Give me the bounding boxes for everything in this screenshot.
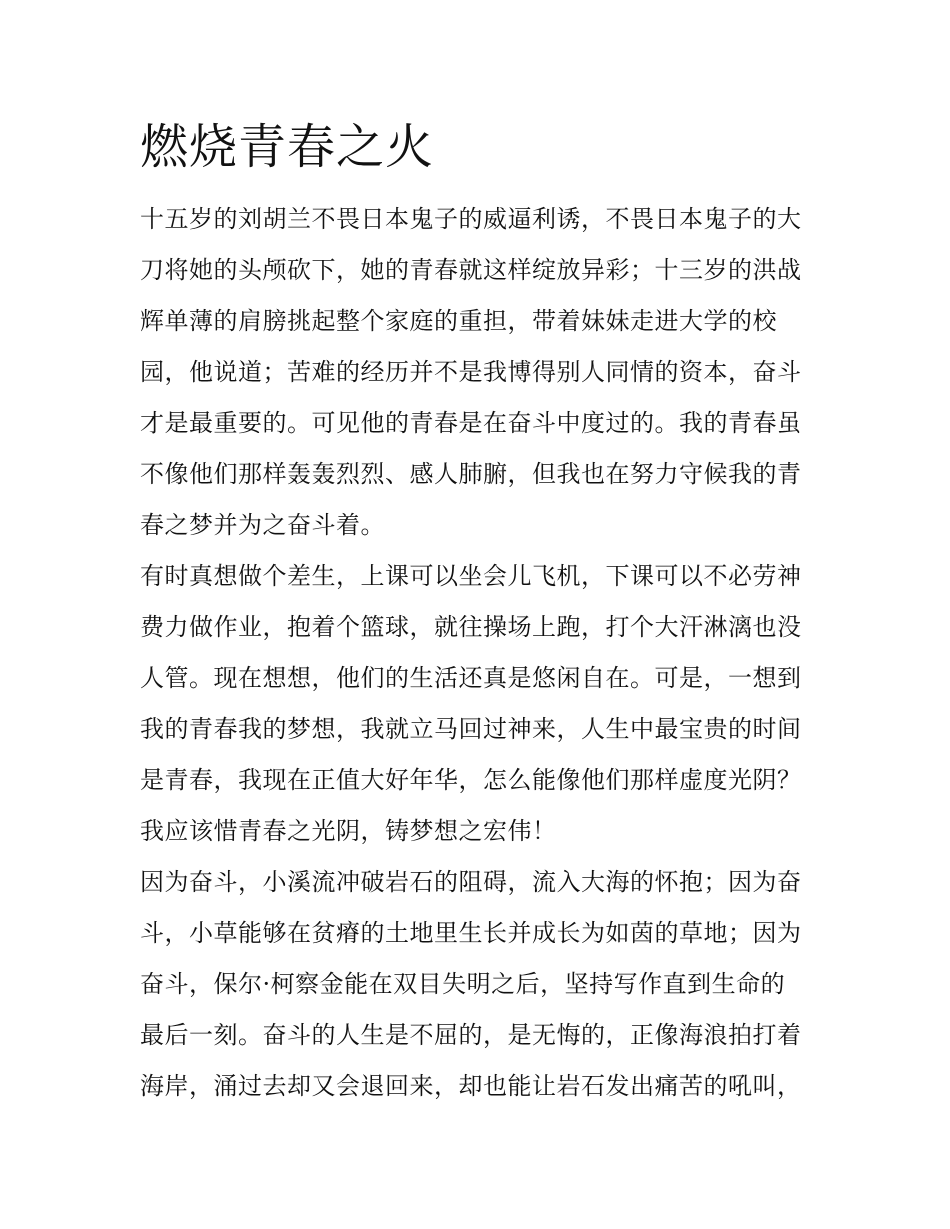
text-line: 最后一刻。奋斗的人生是不屈的，是无悔的，正像海浪拍打着 bbox=[140, 1021, 802, 1049]
text-line: 园，他说道；苦难的经历并不是我博得别人同情的资本，奋斗 bbox=[140, 358, 802, 386]
text-line: 费力做作业，抱着个篮球，就往操场上跑，打个大汗淋漓也没 bbox=[140, 613, 802, 641]
text-line: 因为奋斗，小溪流冲破岩石的阻碍，流入大海的怀抱；因为奋 bbox=[140, 868, 802, 896]
text-line: 我的青春我的梦想，我就立马回过神来，人生中最宝贵的时间 bbox=[140, 715, 802, 743]
text-line: 有时真想做个差生，上课可以坐会儿飞机，下课可以不必劳神 bbox=[140, 562, 802, 590]
text-line: 斗，小草能够在贫瘠的土地里生长并成长为如茵的草地；因为 bbox=[140, 919, 802, 947]
text-line: 刀将她的头颅砍下，她的青春就这样绽放异彩；十三岁的洪战 bbox=[140, 256, 802, 284]
text-line: 是青春，我现在正值大好年华，怎么能像他们那样虚度光阴？ bbox=[140, 766, 802, 794]
text-line: 人管。现在想想，他们的生活还真是悠闲自在。可是，一想到 bbox=[140, 664, 802, 692]
document-body bbox=[140, 194, 820, 1112]
text-line: 海岸，涌过去却又会退回来，却也能让岩石发出痛苦的吼叫， bbox=[140, 1072, 802, 1100]
text-line: 春之梦并为之奋斗着。 bbox=[140, 511, 385, 539]
text-line: 十五岁的刘胡兰不畏日本鬼子的威逼利诱，不畏日本鬼子的大 bbox=[140, 205, 802, 233]
text-line: 辉单薄的肩膀挑起整个家庭的重担，带着妹妹走进大学的校 bbox=[140, 307, 777, 335]
text-line: 奋斗，保尔·柯察金能在双目失明之后，坚持写作直到生命的 bbox=[140, 970, 786, 998]
text-line: 不像他们那样轰轰烈烈、感人肺腑，但我也在努力守候我的青 bbox=[140, 460, 802, 488]
text-line: 我应该惜青春之光阴，铸梦想之宏伟！ bbox=[140, 817, 557, 845]
document-title: 燃烧青春之火 bbox=[140, 119, 435, 175]
text-line: 才是最重要的。可见他的青春是在奋斗中度过的。我的青春虽 bbox=[140, 409, 802, 437]
